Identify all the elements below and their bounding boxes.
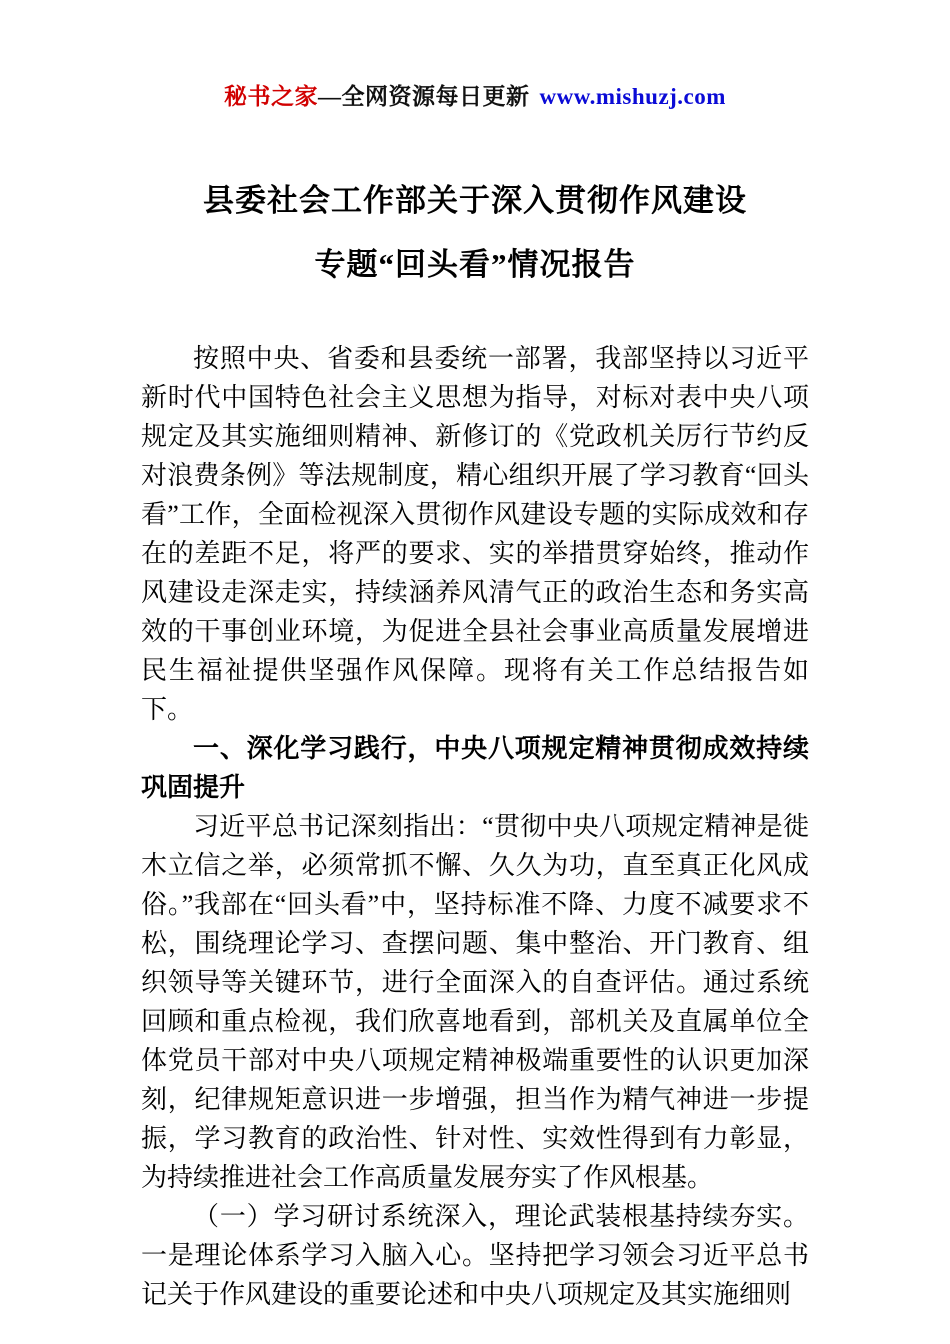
site-brand: 秘书之家 — [224, 84, 319, 109]
site-header — [141, 78, 809, 111]
title-line-1: 县委社会工作部关于深入贯彻作风建设 — [203, 183, 747, 218]
document-title — [141, 169, 809, 297]
site-tagline: —全网资源每日更新 — [318, 84, 530, 109]
paragraph: 按照中央、省委和县委统一部署，我部坚持以习近平新时代中国特色社会主义思想为指导，对标对表中央八项规定及其实施细则精神、新修订的《党政机关厉行节约反对浪费条例》等法规制度，精心组织开展了学习教育“回头看”工作，全面检视深入贯彻作风建设专题的实际成效和存在的差距不足，将严的要求、实的举措贯穿始终，推动作风建设走深走实，持续涵养风清气正的政治生态和务实高效的干事创业环境，为促进全县社会事业高质量发展增进民生福祉提供坚强作风保障。现将有关工作总结报告如下。 — [141, 344, 809, 724]
title-line-2: 专题“回头看”情况报告 — [314, 247, 636, 282]
document-body — [141, 339, 809, 1314]
section-heading: 一、深化学习践行，中央八项规定精神贯彻成效持续巩固提升 — [141, 734, 809, 802]
paragraph: （一）学习研讨系统深入，理论武装根基持续夯实。一是理论体系学习入脑入心。坚持把学习领会习近平总书记关于作风建设的重要论述和中央八项规定及其实施细则 — [141, 1202, 809, 1309]
paragraph: 习近平总书记深刻指出：“贯彻中央八项规定精神是徙木立信之举，必须常抓不懈、久久为功，直至真正化风成俗。”我部在“回头看”中，坚持标准不降、力度不减要求不松，围绕理论学习、查摆问题、集中整治、开门教育、组织领导等关键环节，进行全面深入的自查评估。通过系统回顾和重点检视，我们欣喜地看到，部机关及直属单位全体党员干部对中央八项规定精神极端重要性的认识更加深刻，纪律规矩意识进一步增强，担当作为精气神进一步提振，学习教育的政治性、针对性、实效性得到有力彰显，为持续推进社会工作高质量发展夯实了作风根基。 — [141, 812, 809, 1192]
site-url-link[interactable]: www.mishuzj.com — [539, 84, 726, 109]
